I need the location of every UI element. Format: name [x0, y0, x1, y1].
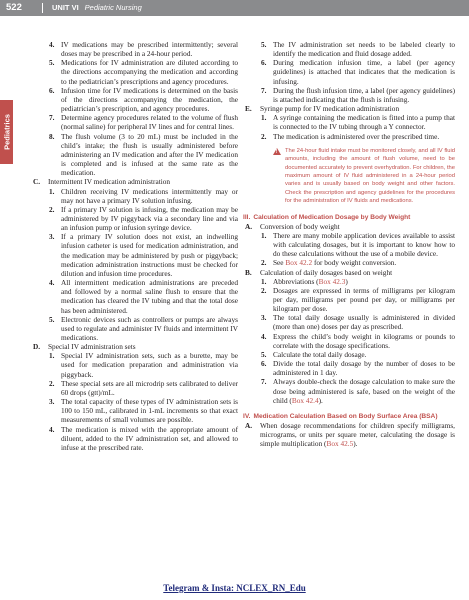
item-text: Conversion of body weight: [260, 221, 340, 231]
list-marker: 3.: [261, 313, 267, 323]
list-item: [243, 332, 455, 350]
warning-triangle-icon: !: [273, 148, 281, 155]
item-text: The medication is administered over the prescribed time.: [273, 131, 440, 141]
right-column: [243, 40, 455, 448]
item-text: During medication infusion time, a label (per agency guidelines) is attached that indicates that the medication is infusing.: [273, 58, 455, 86]
list-item: [31, 315, 238, 342]
list-marker: 5.: [49, 58, 55, 68]
list-item: [243, 132, 455, 141]
subject-title: Pediatric Nursing: [84, 3, 142, 12]
section-title: Calculation of Medication Dosage by Body Weight: [253, 213, 411, 221]
list-marker: 6.: [49, 85, 55, 95]
list-marker: 7.: [49, 113, 55, 123]
item-text: Infusion time for IV medications is determined on the basis of the directions accompanying the medication, the pediatrician’s prescription, and agency procedures.: [61, 85, 238, 114]
list-marker: 5.: [261, 40, 267, 49]
item-text: ).: [318, 395, 323, 405]
item-text: Children receiving IV medications intermittently may or may not have a primary IV solution infusing.: [61, 186, 238, 205]
list-item: [243, 313, 455, 331]
list-marker: 1.: [261, 276, 267, 286]
side-tab-label: Pediatrics: [2, 114, 11, 150]
running-header: [0, 0, 469, 16]
list-marker: 2.: [261, 285, 267, 295]
item-text: ): [345, 276, 348, 286]
item-text: These special sets are all microdrip sets calibrated to deliver 60 drops (gtt)/mL.: [61, 378, 238, 397]
list-item: [31, 187, 238, 205]
item-text: Syringe pump for IV medication administration: [260, 104, 400, 114]
list-marker: D.: [33, 342, 41, 352]
item-text: During the flush infusion time, a label (per agency guidelines) is attached indicating that the flush is infusing.: [273, 85, 455, 104]
list-marker: 7.: [261, 377, 267, 387]
section-title: Medication Calculation Based on Body Surface Area (BSA): [253, 412, 438, 420]
section-heading-iv: [243, 411, 455, 421]
list-item: [31, 232, 238, 278]
item-text: Abbreviations (: [273, 276, 319, 286]
list-item: [243, 277, 455, 286]
list-marker: 5.: [261, 349, 267, 359]
list-item: [31, 113, 238, 131]
list-item: [31, 58, 238, 85]
cross-reference-link[interactable]: Box 42.5: [326, 439, 354, 449]
right-column-list-c: [243, 421, 455, 448]
item-text: There are many mobile application devices available to assist with calculating dosages, but it is important to know how to do these calculations without the use of a mobile device.: [273, 230, 455, 259]
item-text: Intermittent IV medication administration: [48, 177, 171, 187]
list-marker: 2.: [261, 131, 267, 141]
list-marker: 2.: [49, 378, 55, 388]
list-item: [243, 222, 455, 231]
list-marker: 1.: [261, 113, 267, 123]
list-item: [31, 40, 238, 58]
list-item: [243, 286, 455, 313]
list-marker: 2.: [261, 258, 267, 268]
item-text: See: [273, 258, 286, 268]
item-text: If a primary IV solution is infusing, the medication may be administered by IV piggyback via a secondary line and via an infusion pump or infusion syringe device.: [61, 204, 238, 233]
item-text: Express the child’s body weight in kilograms or pounds to correlate with the dosage specifications.: [273, 331, 455, 350]
alert-box: [273, 147, 455, 206]
alert-text: The 24-hour fluid intake must be monitored closely, and all IV fluid amounts, including the amount of flush volume, need to be documented accurately to prevent overhydration. For children, the maximum amount of IV fluid administered in a 24-hour period varies and is usually based on body weight and other factors. Check the prescription and agency guidelines for the procedures for the administration of IV fluids and medications.: [285, 147, 455, 205]
list-marker: 4.: [49, 278, 55, 288]
list-marker: 3.: [49, 232, 55, 242]
item-text: ).: [353, 439, 358, 449]
list-item: [243, 359, 455, 377]
list-marker: 1.: [49, 186, 55, 196]
item-text: for body weight conversion.: [312, 258, 397, 268]
item-text: Calculation of daily dosages based on weight: [260, 267, 393, 277]
cross-reference-link[interactable]: Box 42.3: [318, 276, 346, 286]
cross-reference-link[interactable]: Box 42.2: [285, 258, 313, 268]
list-marker: E.: [245, 104, 252, 114]
section-number: IV.: [243, 412, 251, 420]
list-item: [31, 342, 238, 351]
cross-reference-link[interactable]: Box 42.4: [291, 395, 319, 405]
list-item: [243, 58, 455, 85]
list-marker: 1.: [49, 351, 55, 361]
unit-title: UNIT VI: [52, 3, 79, 12]
list-marker: 2.: [49, 204, 55, 214]
list-item: [31, 86, 238, 113]
item-text: The total capacity of these types of IV administration sets is 100 to 150 mL, calibrated in 1-mL increments so that exact measurements of small volumes are possible.: [61, 397, 238, 425]
item-text: The IV administration set needs to be labeled clearly to identify the medication and fluid dosage added.: [273, 40, 455, 59]
list-marker: 4.: [261, 331, 267, 341]
list-item: [31, 397, 238, 424]
unit-label: [52, 2, 142, 14]
list-item: [243, 350, 455, 359]
list-item: [31, 205, 238, 232]
list-item: [243, 104, 455, 113]
page-number: 522: [6, 2, 22, 13]
list-item: [243, 113, 455, 131]
list-marker: 4.: [49, 40, 55, 49]
list-marker: 1.: [261, 230, 267, 240]
footer-credit: Telegram & Insta: NCLEX_RN_Edu: [163, 583, 306, 593]
item-text: Divide the total daily dosage by the number of doses to be administered in 1 day.: [273, 359, 455, 378]
item-text: When dosage recommendations for children specify milligrams, micrograms, or units per square meter, calculating the dosage is simple multiplication (: [260, 421, 455, 449]
list-marker: 3.: [49, 397, 55, 407]
item-text: A syringe containing the medication is fitted into a pump that is connected to the IV tubing through a Y connector.: [273, 113, 455, 132]
item-text: The medication is mixed with the appropriate amount of diluent, added to the IV administration set, and allowed to infuse at the prescribed rate.: [61, 424, 238, 452]
item-text: All intermittent medication administrations are preceded and followed by a normal saline flush to ensure that the medication has cleared the IV tubing and that the total dose has been administered.: [61, 278, 238, 315]
list-item: [31, 425, 238, 452]
list-item: [243, 268, 455, 277]
item-text: Electronic devices such as controllers or pumps are always used to regulate and administer IV fluids and intermittent IV medications.: [61, 314, 238, 342]
item-text: Determine agency procedures related to the volume of flush (normal saline) for peripheral IV lines and for central lines.: [61, 113, 238, 132]
list-marker: 5.: [49, 314, 55, 324]
list-item: [31, 379, 238, 397]
list-item: [31, 132, 238, 178]
item-text: The flush volume (3 to 20 mL) must be included in the child’s intake; the flush is usually administered before administering an IV medication and after the IV medication is completed and is infused at the same rate as the medication.: [61, 131, 238, 178]
list-item: [243, 231, 455, 258]
list-marker: A.: [245, 221, 253, 231]
list-marker: C.: [33, 177, 41, 187]
list-item: [243, 258, 455, 267]
item-text: Medications for IV administration are diluted according to the directions accompanying the medication and according to the pediatrician’s prescriptions and agency procedures.: [61, 58, 238, 86]
list-item: [243, 40, 455, 58]
item-text: The total daily dosage usually is administered in divided (more than one) doses per day as prescribed.: [273, 313, 455, 332]
section-heading-iii: [243, 212, 455, 222]
list-marker: 7.: [261, 85, 267, 95]
list-item: [243, 377, 455, 404]
header-divider: [42, 3, 43, 13]
list-item: [243, 421, 455, 448]
item-text: Always double-check the dosage calculation to make sure the dose being administered is safe, based on the weight of the child (: [273, 377, 455, 405]
list-marker: B.: [245, 267, 252, 277]
side-tab: [0, 100, 13, 164]
list-marker: A.: [245, 421, 253, 430]
item-text: Special IV administration sets, such as a burette, may be used for medication preparation and administration via piggyback.: [61, 351, 238, 379]
section-number: III.: [243, 213, 251, 221]
item-text: Special IV administration sets: [48, 342, 136, 352]
list-marker: 4.: [49, 424, 55, 434]
list-marker: 6.: [261, 359, 267, 369]
item-text: IV medications may be prescribed intermittently; several doses may be prescribed in a 24-hour period.: [61, 40, 238, 59]
right-column-list-a: [243, 40, 455, 141]
list-item: [31, 351, 238, 378]
right-column-list-b: [243, 222, 455, 405]
list-marker: 6.: [261, 58, 267, 68]
item-text: Dosages are expressed in terms of milligrams per kilogram per day, milligrams per pound per day, or milligrams per kilogram per dose.: [273, 285, 455, 314]
item-text: Calculate the total daily dosage.: [273, 349, 367, 359]
list-item: [31, 278, 238, 315]
list-marker: 8.: [49, 131, 55, 141]
item-text: If a primary IV solution does not exist, an indwelling infusion catheter is used for medication administration, and the medication may be administered by push or piggyback; medication administration instructions must be checked for dilution and infusion time procedures.: [61, 232, 238, 278]
list-item: [31, 177, 238, 186]
list-item: [243, 86, 455, 104]
left-column: [31, 40, 238, 452]
